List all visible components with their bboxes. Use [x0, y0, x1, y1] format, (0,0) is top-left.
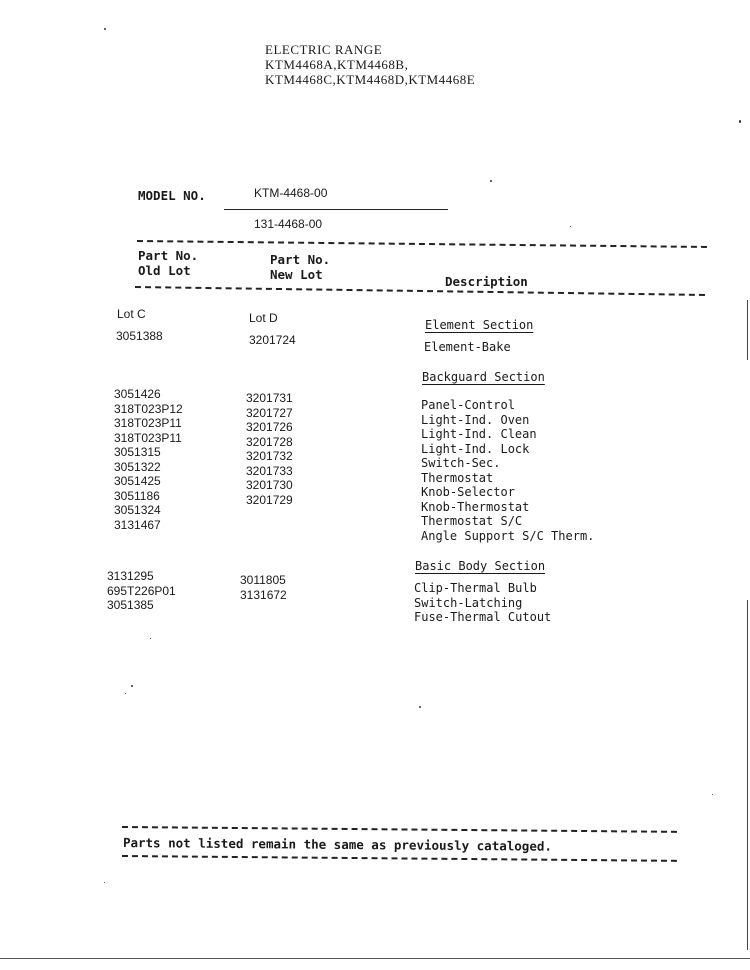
scan-edge-mark: [747, 300, 749, 360]
element-new-list: [249, 333, 296, 348]
new-part-number: 3201728: [246, 434, 293, 449]
part-description: Thermostat: [421, 470, 494, 485]
col-new-lot-header: [270, 253, 330, 282]
basic-body-old-list: [107, 569, 176, 613]
col-new-lot-line2: New Lot: [270, 266, 323, 282]
old-part-number: 318T023P12: [114, 401, 183, 416]
basic-body-desc-list: [414, 581, 551, 625]
old-part-number: 3131295: [107, 569, 154, 583]
header-line-3: KTM4468C,KTM4468D,KTM4468E: [265, 72, 476, 87]
part-description: Panel-Control: [421, 398, 515, 412]
old-part-number: 3051322: [114, 459, 161, 474]
new-part-number: 3201726: [246, 420, 293, 434]
new-part-number: 3201732: [246, 449, 293, 463]
element-section-title: Element Section: [425, 318, 534, 332]
part-description: Clip-Thermal Bulb: [414, 581, 537, 595]
col-old-lot-header: [138, 249, 198, 278]
new-part-number: 3011805: [240, 573, 286, 587]
model-value-2: 131-4468-00: [254, 217, 323, 231]
scan-speck: [570, 226, 571, 227]
old-part-number: 3051385: [107, 598, 154, 612]
old-part-number: 318T023P11: [114, 416, 182, 430]
part-description: Light-Ind. Clean: [421, 427, 537, 441]
element-desc-list: [424, 340, 511, 355]
old-part-number: 3131467: [114, 517, 161, 532]
footer-note: Parts not listed remain the same as previously cataloged.: [122, 835, 553, 854]
footer-rule-bottom: [122, 855, 677, 862]
header-line-1: ELECTRIC RANGE: [265, 42, 383, 57]
scan-speck: [150, 638, 151, 639]
part-description: Switch-Sec.: [421, 456, 501, 470]
part-description: Knob-Thermostat: [421, 499, 530, 514]
col-new-lot-line1: Part No.: [270, 252, 331, 267]
header-rule-top: [137, 240, 707, 248]
element-old-list: [116, 329, 163, 344]
old-part-number: 3051388: [116, 329, 163, 343]
old-part-number: 3051426: [114, 387, 161, 401]
col-description-header: Description: [445, 274, 528, 289]
old-part-number: 318T023P11: [114, 430, 182, 445]
scan-bottom-edge: [0, 958, 750, 959]
backguard-old-list: [114, 387, 183, 532]
scan-speck: [419, 706, 421, 708]
basic-body-new-list: [240, 573, 287, 602]
lot-new-label: Lot D: [249, 311, 278, 325]
part-description: Angle Support S/C Therm.: [421, 528, 595, 543]
new-part-number: 3201731: [246, 391, 293, 405]
new-part-number: 3201724: [249, 333, 296, 347]
part-description: Thermostat S/C: [421, 514, 523, 528]
backguard-new-list: [246, 391, 293, 507]
old-part-number: 3051186: [114, 488, 160, 503]
new-part-number: 3131672: [240, 587, 287, 602]
part-description: Fuse-Thermal Cutout: [414, 610, 552, 624]
header-line-2: KTM4468A,KTM4468B,: [265, 57, 409, 72]
part-description: Switch-Latching: [414, 595, 523, 610]
new-part-number: 3201733: [246, 463, 293, 478]
lot-old-label: Lot C: [117, 307, 146, 321]
model-label: MODEL NO.: [138, 188, 206, 203]
old-part-number: 3051315: [114, 445, 161, 459]
scan-speck: [131, 685, 133, 687]
scan-speck: [104, 28, 106, 30]
new-part-number: 3201727: [246, 405, 293, 420]
model-underline: [224, 209, 448, 210]
new-part-number: 3201730: [246, 478, 293, 492]
scan-speck: [104, 882, 105, 883]
scan-speck: [712, 794, 713, 795]
footer-rule-top: [122, 826, 677, 833]
part-description: Element-Bake: [424, 340, 511, 354]
new-part-number: 3201729: [246, 492, 293, 507]
scan-edge-mark: [747, 600, 749, 950]
scan-speck: [125, 693, 126, 694]
col-old-lot-line1: Part No.: [138, 248, 199, 263]
header-rule-bottom: [135, 286, 705, 296]
model-value-1: KTM-4468-00: [254, 186, 328, 200]
backguard-section-title: Backguard Section: [422, 370, 545, 384]
old-part-number: 695T226P01: [107, 583, 176, 598]
old-part-number: 3051425: [114, 474, 161, 488]
part-description: Light-Ind. Oven: [421, 412, 530, 427]
scan-speck: [739, 120, 741, 123]
part-description: Knob-Selector: [421, 485, 515, 499]
col-old-lot-line2: Old Lot: [138, 262, 191, 278]
basic-body-section-title: Basic Body Section: [415, 559, 546, 573]
old-part-number: 3051324: [114, 503, 161, 517]
part-description: Light-Ind. Lock: [421, 441, 530, 456]
scan-speck: [490, 180, 492, 182]
backguard-desc-list: [421, 398, 594, 543]
